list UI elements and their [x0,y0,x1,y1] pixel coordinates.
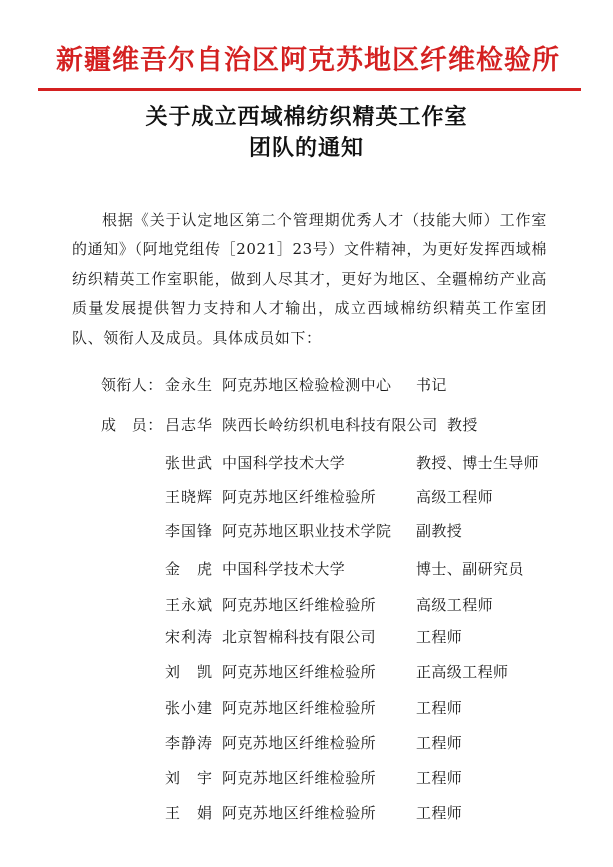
letterhead: 新疆维吾尔自治区阿克苏地区纤维检验所 [56,45,560,76]
member-name: 金 虎 [165,560,214,578]
member-org: 中国科学技术大学 [222,560,346,578]
member-name: 王永斌 [165,596,214,614]
member-name: 王晓辉 [165,488,214,506]
member-title: 工程师 [416,769,463,787]
member-title: 正高级工程师 [416,663,509,681]
leader-org: 阿克苏地区检验检测中心 [222,376,392,394]
leader-name: 金永生 [165,376,214,394]
member-title: 高级工程师 [416,596,494,614]
member-name: 吕志华 [165,416,214,434]
member-org: 阿克苏地区纤维检验所 [222,699,377,717]
member-org: 阿克苏地区纤维检验所 [222,663,377,681]
red-divider-line [38,88,581,91]
leader-label: 领衔人： [101,376,163,394]
members-label: 成 员： [101,416,163,434]
member-org: 阿克苏地区纤维检验所 [222,734,377,752]
member-title: 副教授 [416,522,463,540]
member-title: 高级工程师 [416,488,494,506]
member-name: 王 娟 [165,804,214,822]
member-name: 刘 凯 [165,663,214,681]
notice-body-paragraph: 根据《关于认定地区第二个管理期优秀人才（技能大师）工作室的通知》（阿地党组传［2021］23号）文件精神，为更好发挥西域棉纺织精英工作室职能，做到人尽其才，更好为地区、全疆棉纺产业高质量发展提供智力支持和人才输出，成立西域棉纺织精英工作室团队、领衔人及成员。具体成员如下： [72,211,547,347]
member-title: 教授 [447,416,478,434]
member-title: 博士、副研究员 [416,560,524,578]
member-org: 北京智棉科技有限公司 [222,628,377,646]
member-name: 张小建 [165,699,214,717]
member-org: 阿克苏地区纤维检验所 [222,596,377,614]
member-name: 宋利涛 [165,628,214,646]
member-org: 阿克苏地区职业技术学院 [222,522,392,540]
member-org: 中国科学技术大学 [222,454,346,472]
member-title: 工程师 [416,699,463,717]
member-name: 李国锋 [165,522,214,540]
member-name: 刘 宇 [165,769,214,787]
member-org: 阿克苏地区纤维检验所 [222,488,377,506]
member-org: 阿克苏地区纤维检验所 [222,804,377,822]
member-name: 李静涛 [165,734,214,752]
leader-title: 书记 [416,376,447,394]
member-org: 陕西长岭纺织机电科技有限公司 [222,416,438,434]
member-title: 工程师 [416,628,463,646]
member-name: 张世武 [165,454,214,472]
notice-title-line1: 关于成立西域棉纺织精英工作室 [145,104,468,130]
member-title: 教授、博士生导师 [416,454,540,472]
member-title: 工程师 [416,734,463,752]
notice-title-line2: 团队的通知 [248,135,364,161]
member-org: 阿克苏地区纤维检验所 [222,769,377,787]
member-title: 工程师 [416,804,463,822]
